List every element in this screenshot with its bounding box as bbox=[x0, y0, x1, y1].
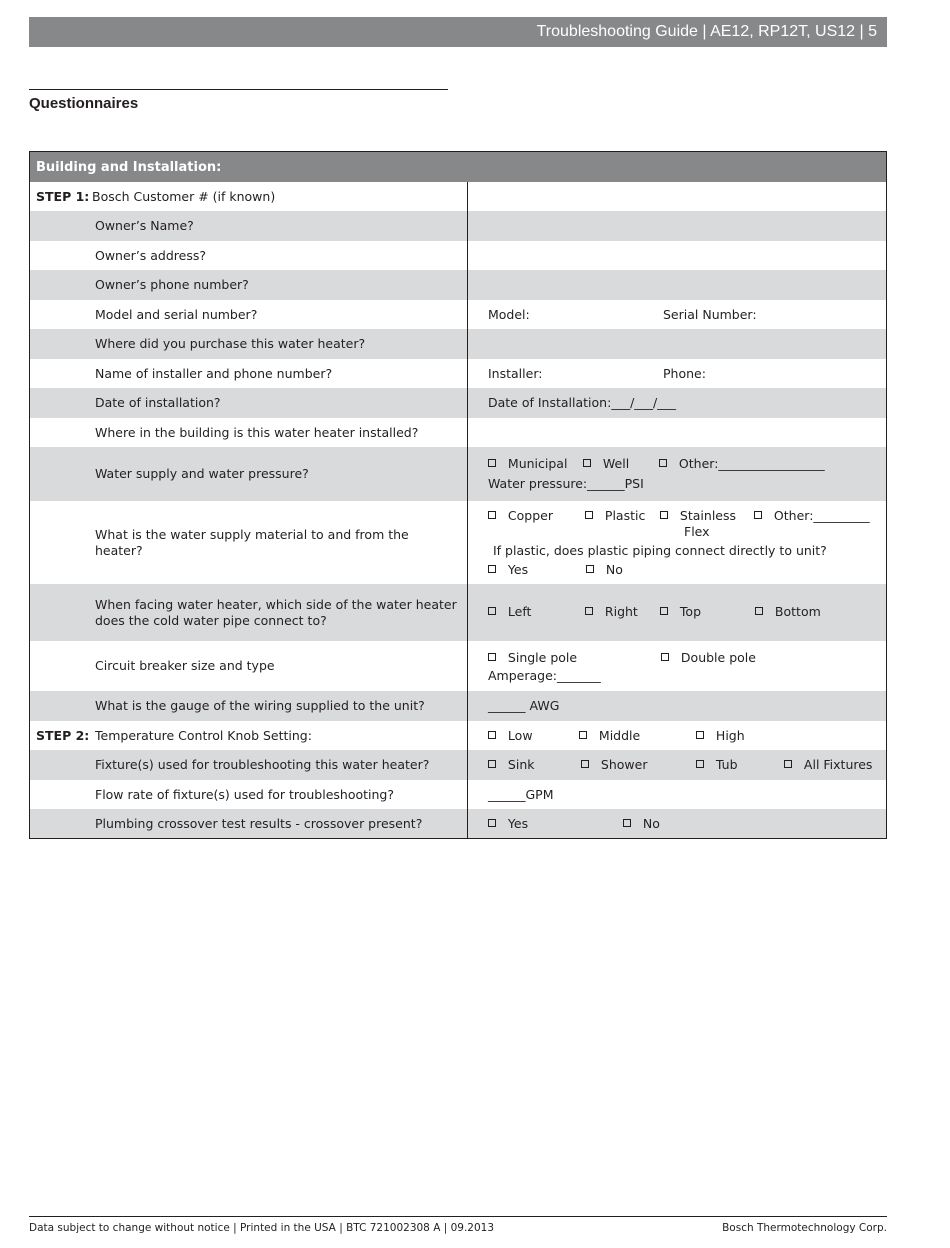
row-water-supply bbox=[30, 447, 886, 501]
footer-rule bbox=[29, 1216, 887, 1217]
question-text: Owner’s address? bbox=[95, 247, 207, 263]
checkbox-crossover-yes[interactable]: Yes bbox=[488, 816, 528, 832]
question-text: Water supply and water pressure? bbox=[95, 466, 309, 481]
question-text: Name of installer and phone number? bbox=[95, 365, 333, 381]
question-text: Model and serial number? bbox=[95, 306, 258, 322]
step2-label: STEP 2: bbox=[36, 727, 90, 743]
row-owner-phone bbox=[30, 270, 886, 300]
checkbox-well[interactable]: Well bbox=[583, 456, 629, 472]
question-text: Bosch Customer # (if known) bbox=[92, 188, 276, 204]
checkbox-plastic-yes[interactable]: Yes bbox=[488, 562, 528, 578]
row-breaker bbox=[30, 641, 886, 691]
checkbox-municipal[interactable]: Municipal bbox=[488, 456, 567, 472]
section-rule bbox=[29, 89, 448, 90]
checkbox-right[interactable]: Right bbox=[585, 604, 638, 620]
checkbox-top[interactable]: Top bbox=[660, 604, 701, 620]
checkbox-copper[interactable]: Copper bbox=[488, 508, 553, 524]
row-purchase bbox=[30, 329, 886, 359]
install-date-field[interactable]: Date of Installation:___/___/___ bbox=[488, 395, 676, 410]
installer-phone-field[interactable]: Phone: bbox=[663, 366, 706, 381]
page-header bbox=[29, 17, 887, 47]
row-flow bbox=[30, 780, 886, 809]
water-pressure-field[interactable]: Water pressure:______PSI bbox=[488, 476, 644, 491]
row-knob bbox=[30, 721, 886, 750]
checkbox-supply-other[interactable]: Other:_________________ bbox=[659, 456, 825, 472]
footer-notice: Data subject to change without notice | Printed in the USA | BTC 721002308 A | 09.2013 bbox=[29, 1222, 495, 1234]
question-text: Temperature Control Knob Setting: bbox=[95, 727, 312, 743]
row-gauge bbox=[30, 691, 886, 721]
checkbox-tub[interactable]: Tub bbox=[696, 757, 738, 773]
question-text: Where in the building is this water heater installed? bbox=[95, 424, 419, 440]
checkbox-plastic-no[interactable]: No bbox=[586, 562, 623, 578]
checkbox-double-pole[interactable]: Double pole bbox=[661, 650, 756, 666]
amperage-field[interactable]: Amperage:_______ bbox=[488, 668, 601, 683]
step1-label: STEP 1: bbox=[36, 188, 90, 204]
row-location bbox=[30, 418, 886, 447]
row-crossover bbox=[30, 809, 886, 838]
checkbox-plastic[interactable]: Plastic bbox=[585, 508, 645, 524]
answer-owner-address[interactable] bbox=[468, 241, 886, 270]
row-fixtures bbox=[30, 750, 886, 780]
model-field[interactable]: Model: bbox=[488, 307, 530, 322]
section-title: Questionnaires bbox=[29, 95, 139, 112]
checkbox-sink[interactable]: Sink bbox=[488, 757, 535, 773]
question-text: Owner’s Name? bbox=[95, 218, 194, 233]
footer-company: Bosch Thermotechnology Corp. bbox=[722, 1222, 887, 1234]
checkbox-middle[interactable]: Middle bbox=[579, 728, 640, 744]
checkbox-left[interactable]: Left bbox=[488, 604, 531, 620]
checkbox-shower[interactable]: Shower bbox=[581, 757, 647, 773]
checkbox-material-other[interactable]: Other:_________ bbox=[754, 508, 870, 524]
gpm-field[interactable]: ______GPM bbox=[488, 787, 554, 802]
question-text: Plumbing crossover test results - crossover present? bbox=[95, 815, 423, 831]
question-text: Fixture(s) used for troubleshooting this water heater? bbox=[95, 757, 430, 772]
answer-purchase[interactable] bbox=[468, 329, 886, 359]
row-customer bbox=[30, 182, 886, 211]
header-title: Troubleshooting Guide | AE12, RP12T, US12 | 5 bbox=[536, 23, 877, 40]
installer-field[interactable]: Installer: bbox=[488, 366, 543, 381]
checkbox-single-pole[interactable]: Single pole bbox=[488, 650, 577, 666]
checkbox-low[interactable]: Low bbox=[488, 728, 533, 744]
checkbox-all-fixtures[interactable]: All Fixtures bbox=[784, 757, 872, 773]
row-owner-name bbox=[30, 211, 886, 241]
checkbox-high[interactable]: High bbox=[696, 728, 745, 744]
row-installer bbox=[30, 359, 886, 388]
question-text: Circuit breaker size and type bbox=[95, 658, 275, 673]
checkbox-crossover-no[interactable]: No bbox=[623, 816, 660, 832]
row-cold-side bbox=[30, 584, 886, 641]
question-text: What is the gauge of the wiring supplied to the unit? bbox=[95, 698, 425, 713]
answer-owner-name[interactable] bbox=[468, 211, 886, 241]
question-text: Flow rate of fixture(s) used for troubleshooting? bbox=[95, 786, 395, 802]
answer-owner-phone[interactable] bbox=[468, 270, 886, 300]
row-owner-address bbox=[30, 241, 886, 270]
question-text: When facing water heater, which side of the water heater does the cold water pipe connect to? bbox=[95, 596, 457, 628]
question-text: What is the water supply material to and from the heater? bbox=[95, 526, 409, 558]
checkbox-stainless[interactable]: Stainless bbox=[660, 508, 736, 524]
questionnaire-form bbox=[29, 151, 887, 839]
serial-field[interactable]: Serial Number: bbox=[663, 307, 757, 322]
row-material bbox=[30, 501, 886, 584]
awg-field[interactable]: ______ AWG bbox=[488, 698, 560, 713]
question-text: Date of installation? bbox=[95, 395, 221, 410]
form-heading: Building and Installation: bbox=[30, 152, 886, 182]
row-install-date bbox=[30, 388, 886, 418]
row-model-serial bbox=[30, 300, 886, 329]
question-text: Owner’s phone number? bbox=[95, 277, 249, 292]
flex-label: Flex bbox=[684, 524, 710, 539]
checkbox-bottom[interactable]: Bottom bbox=[755, 604, 821, 620]
plastic-question: If plastic, does plastic piping connect directly to unit? bbox=[493, 543, 827, 558]
answer-location[interactable] bbox=[468, 418, 886, 447]
question-text: Where did you purchase this water heater? bbox=[95, 336, 366, 351]
answer-customer[interactable] bbox=[468, 182, 886, 211]
